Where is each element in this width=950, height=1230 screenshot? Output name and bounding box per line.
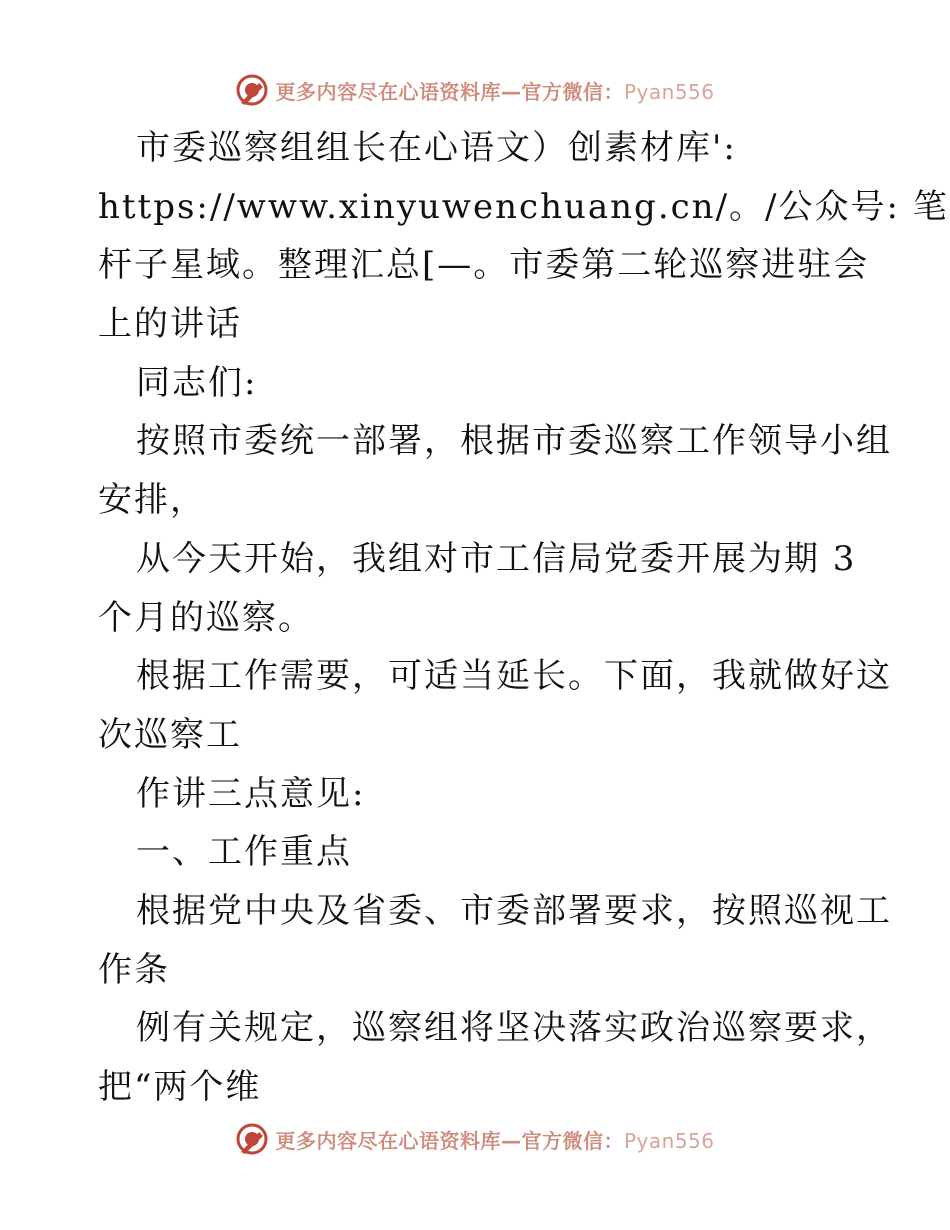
body-line: 次巡察工: [98, 714, 242, 755]
body-line: 安排，: [98, 480, 206, 521]
header-watermark-text: 更多内容尽在心语资料库—官方微信：Pyan556: [275, 79, 715, 104]
body-line: 从今天开始，我组对市工信局党委开展为期 3: [136, 538, 857, 579]
header-watermark-banner: [0, 70, 950, 110]
body-line: 例有关规定，巡察组将坚决落实政治巡察要求，: [136, 1008, 892, 1049]
body-line: 杆子星域。整理汇总[—。市委第二轮巡察进驻会: [98, 245, 870, 286]
body-line: 按照市委统一部署，根据市委巡察工作领导小组: [136, 421, 892, 462]
body-line: 市委巡察组组长在心语文）创素材库':: [136, 128, 737, 168]
body-line: 把“两个维: [98, 1067, 262, 1107]
body-line: 根据工作需要，可适当延长。下面，我就做好这: [136, 656, 892, 697]
body-line: 作条: [98, 949, 170, 990]
body-line: 上的讲话: [98, 304, 242, 345]
body-line: 根据党中央及省委、市委部署要求，按照巡视工: [136, 890, 892, 931]
document-body: [98, 119, 949, 1117]
body-line: https://www.xinyuwenchuang.cn/。/公众号: 笔: [98, 186, 949, 227]
footer-watermark-banner: [0, 1119, 950, 1159]
section-heading: 一、工作重点: [136, 832, 352, 873]
footer-watermark-text: 更多内容尽在心语资料库—官方微信：Pyan556: [275, 1128, 715, 1153]
body-line: 作讲三点意见:: [136, 773, 366, 814]
body-line: 个月的巡察。: [98, 597, 314, 638]
pen-logo-icon: [235, 73, 269, 107]
pen-logo-icon: [235, 1122, 269, 1156]
body-line: 同志们:: [136, 362, 258, 403]
